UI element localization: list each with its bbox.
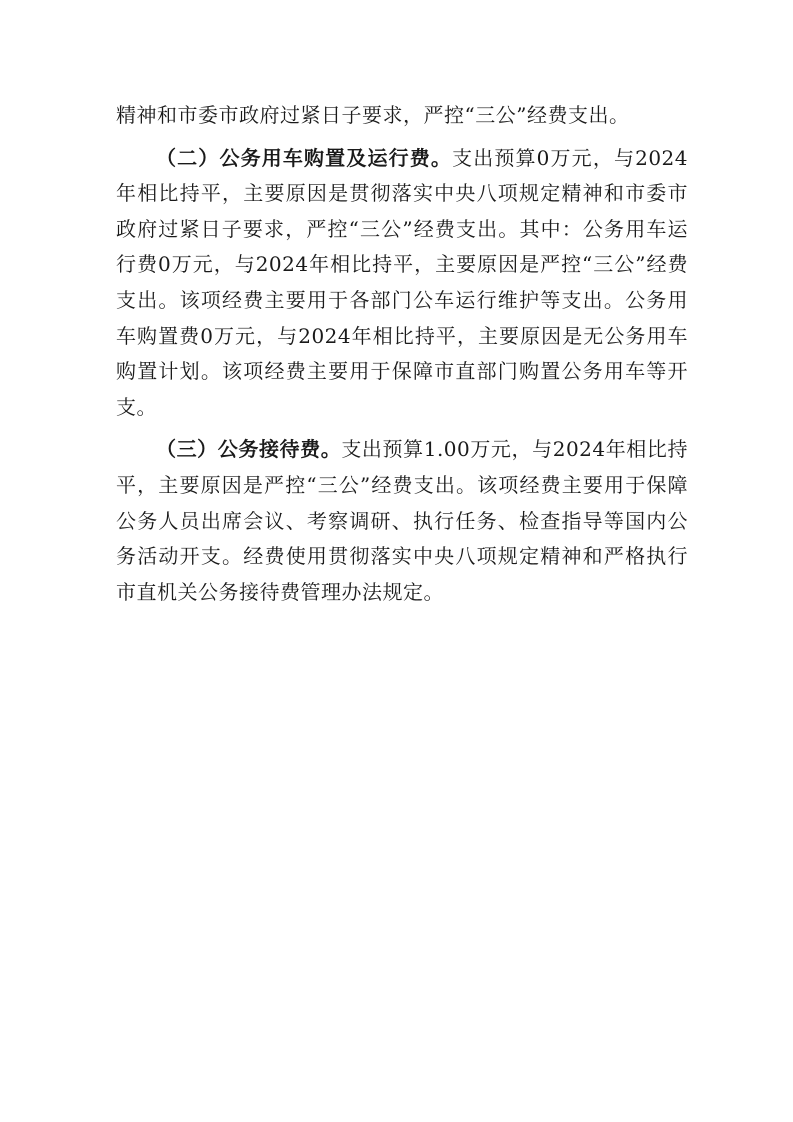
paragraph-continuation — [116, 98, 688, 134]
document-body — [116, 98, 688, 610]
section-heading-reception: （三）公务接待费。 — [156, 437, 342, 462]
paragraph-vehicle-expenses — [116, 141, 688, 426]
section-heading-vehicle: （二）公务用车购置及运行费。 — [156, 145, 453, 170]
paragraph-text: 支出预算0万元，与2024年相比持平，主要原因是贯彻落实中央八项规定精神和市委市政府过紧日子要求，严控“三公”经费支出。其中：公务用车运行费0万元，与2024年相比持平，主要原因是严控“三公”经费支出。该项经费主要用于各部门公车运行维护等支出。公务用车购置费0万元，与2024年相比持平，主要原因是无公务用车购置计划。该项经费主要用于保障市直部门购置公务用车等开支。 — [116, 145, 689, 419]
paragraph-reception-expenses — [116, 432, 688, 610]
paragraph-text: 支出预算1.00万元，与2024年相比持平，主要原因是严控“三公”经费支出。该项经费主要用于保障公务人员出席会议、考察调研、执行任务、检查指导等国内公务活动开支。经费使用贯彻落实中央八项规定精神和严格执行市直机关公务接待费管理办法规定。 — [116, 437, 688, 604]
paragraph-text: 精神和市委市政府过紧日子要求，严控“三公”经费支出。 — [116, 103, 630, 127]
